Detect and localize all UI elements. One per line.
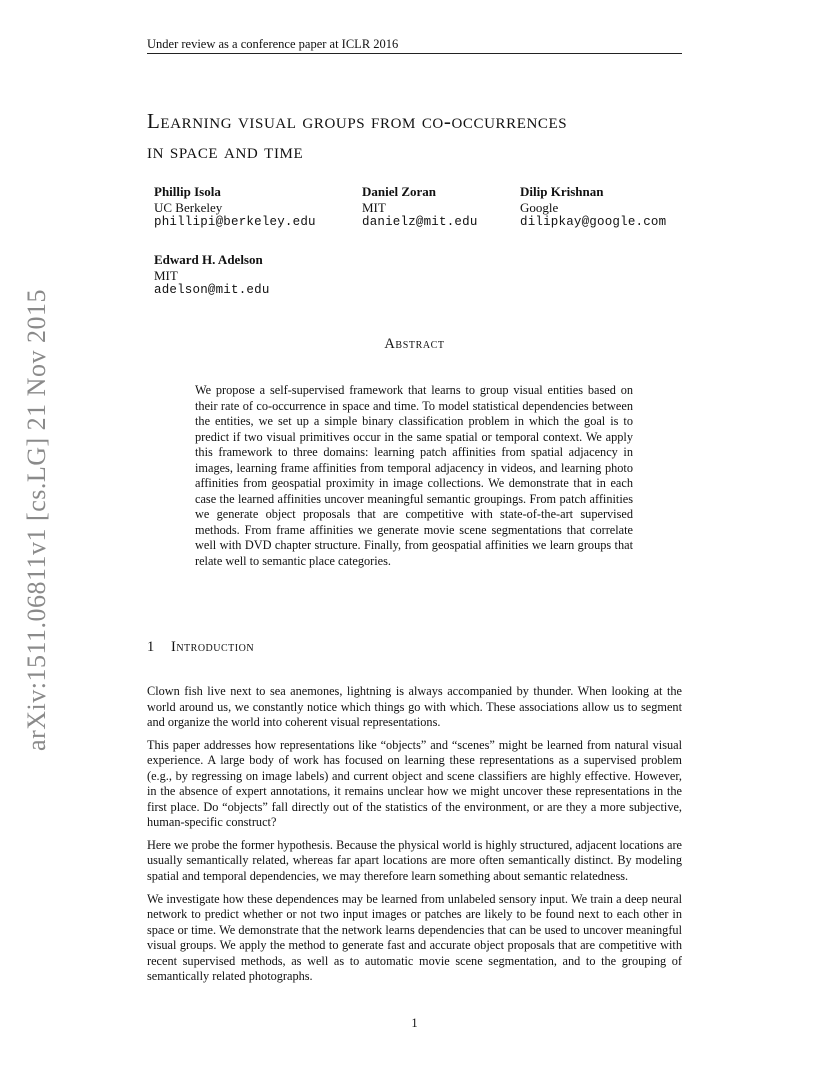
paper-title-line-1: Learning visual groups from co-occurrences	[147, 109, 568, 133]
introduction-body	[147, 684, 682, 992]
author-name: Edward H. Adelson	[154, 252, 263, 267]
author-name: Phillip Isola	[154, 184, 221, 199]
paper-title	[147, 106, 707, 166]
author-email[interactable]: phillipi@berkeley.edu	[154, 215, 316, 229]
section-number: 1	[147, 639, 155, 655]
conference-header-note: Under review as a conference paper at ICLR 2016	[147, 37, 399, 51]
author-affiliation: MIT	[154, 267, 178, 283]
author-block	[362, 184, 478, 231]
author-block	[520, 184, 666, 231]
author-name: Dilip Krishnan	[520, 184, 604, 199]
header-rule	[147, 53, 682, 54]
author-affiliation: UC Berkeley	[154, 199, 223, 215]
author-email[interactable]: dilipkay@google.com	[520, 215, 667, 229]
paper-title-line-2: in space and time	[147, 139, 304, 163]
body-paragraph: We investigate how these dependences may be learned from unlabeled sensory input. We train a deep neural network to predict whether or not two input images or patches are likely to be found next to each other in space or time. We demonstrate that the network learns dependencies that can be used to uncover meaningful visual groups. We apply the method to generate fast and accurate object proposals that are competitive with recent supervised methods, as well as to automatic movie scene segmentation, and to the grouping of semantically related photographs.	[147, 891, 682, 984]
body-paragraph: Clown fish live next to sea anemones, lightning is always accompanied by thunder. When looking at the world around us, we constantly notice which things go with which. These associations allow us to segment and organize the world into coherent visual representations.	[147, 684, 682, 730]
author-affiliation: MIT	[362, 199, 386, 215]
author-block	[154, 252, 270, 299]
abstract-heading: Abstract	[384, 336, 445, 352]
page-number: 1	[411, 1016, 418, 1030]
arxiv-id-text[interactable]: arXiv:1511.06811v1 [cs.LG] 21 Nov 2015	[22, 289, 51, 751]
author-affiliation: Google	[520, 199, 559, 215]
section-heading-introduction	[147, 639, 254, 656]
author-email[interactable]: adelson@mit.edu	[154, 283, 270, 297]
section-title: Introduction	[171, 639, 255, 655]
abstract-text: We propose a self-supervised framework that learns to group visual entities based on their rate of co-occurrence in space and time. To model statistical dependencies between the entities, we set up a simple binary classification problem in which the goal is to predict if two visual primitives occur in the same spatial or temporal context. We apply this framework to three domains: learning patch affinities from spatial adjacency in images, learning frame affinities from temporal adjacency in videos, and learning photo affinities from geospatial proximity in image collections. We demonstrate that in each case the learned affinities uncover meaningful semantic groupings. From patch affinities we generate object proposals that are competitive with state-of-the-art supervised methods. From frame affinities we generate movie scene segmentations that correlate well with DVD chapter structure. Finally, from geospatial affinities we learn groups that relate well to semantic place categories.	[195, 383, 633, 569]
author-name: Daniel Zoran	[362, 184, 437, 199]
body-paragraph: Here we probe the former hypothesis. Because the physical world is highly structured, adjacent locations are usually semantically related, whereas far apart locations are more often semantically distinct. By modeling spatial and temporal dependencies, we may therefore learn something about semantic relatedness.	[147, 837, 682, 884]
author-email[interactable]: danielz@mit.edu	[362, 215, 478, 229]
body-paragraph: This paper addresses how representations like “objects” and “scenes” might be learned from natural visual experience. A large body of work has focused on learning these representations as a supervised problem (e.g., by regressing on image labels) and current object and scene classifiers are highly effective. However, in the absence of expert annotations, it remains unclear how we might uncover these representations in the first place. Do “objects” fall directly out of the statistics of the environment, or are they a more subjective, human-specific construct?	[147, 737, 682, 830]
author-block	[154, 184, 316, 231]
